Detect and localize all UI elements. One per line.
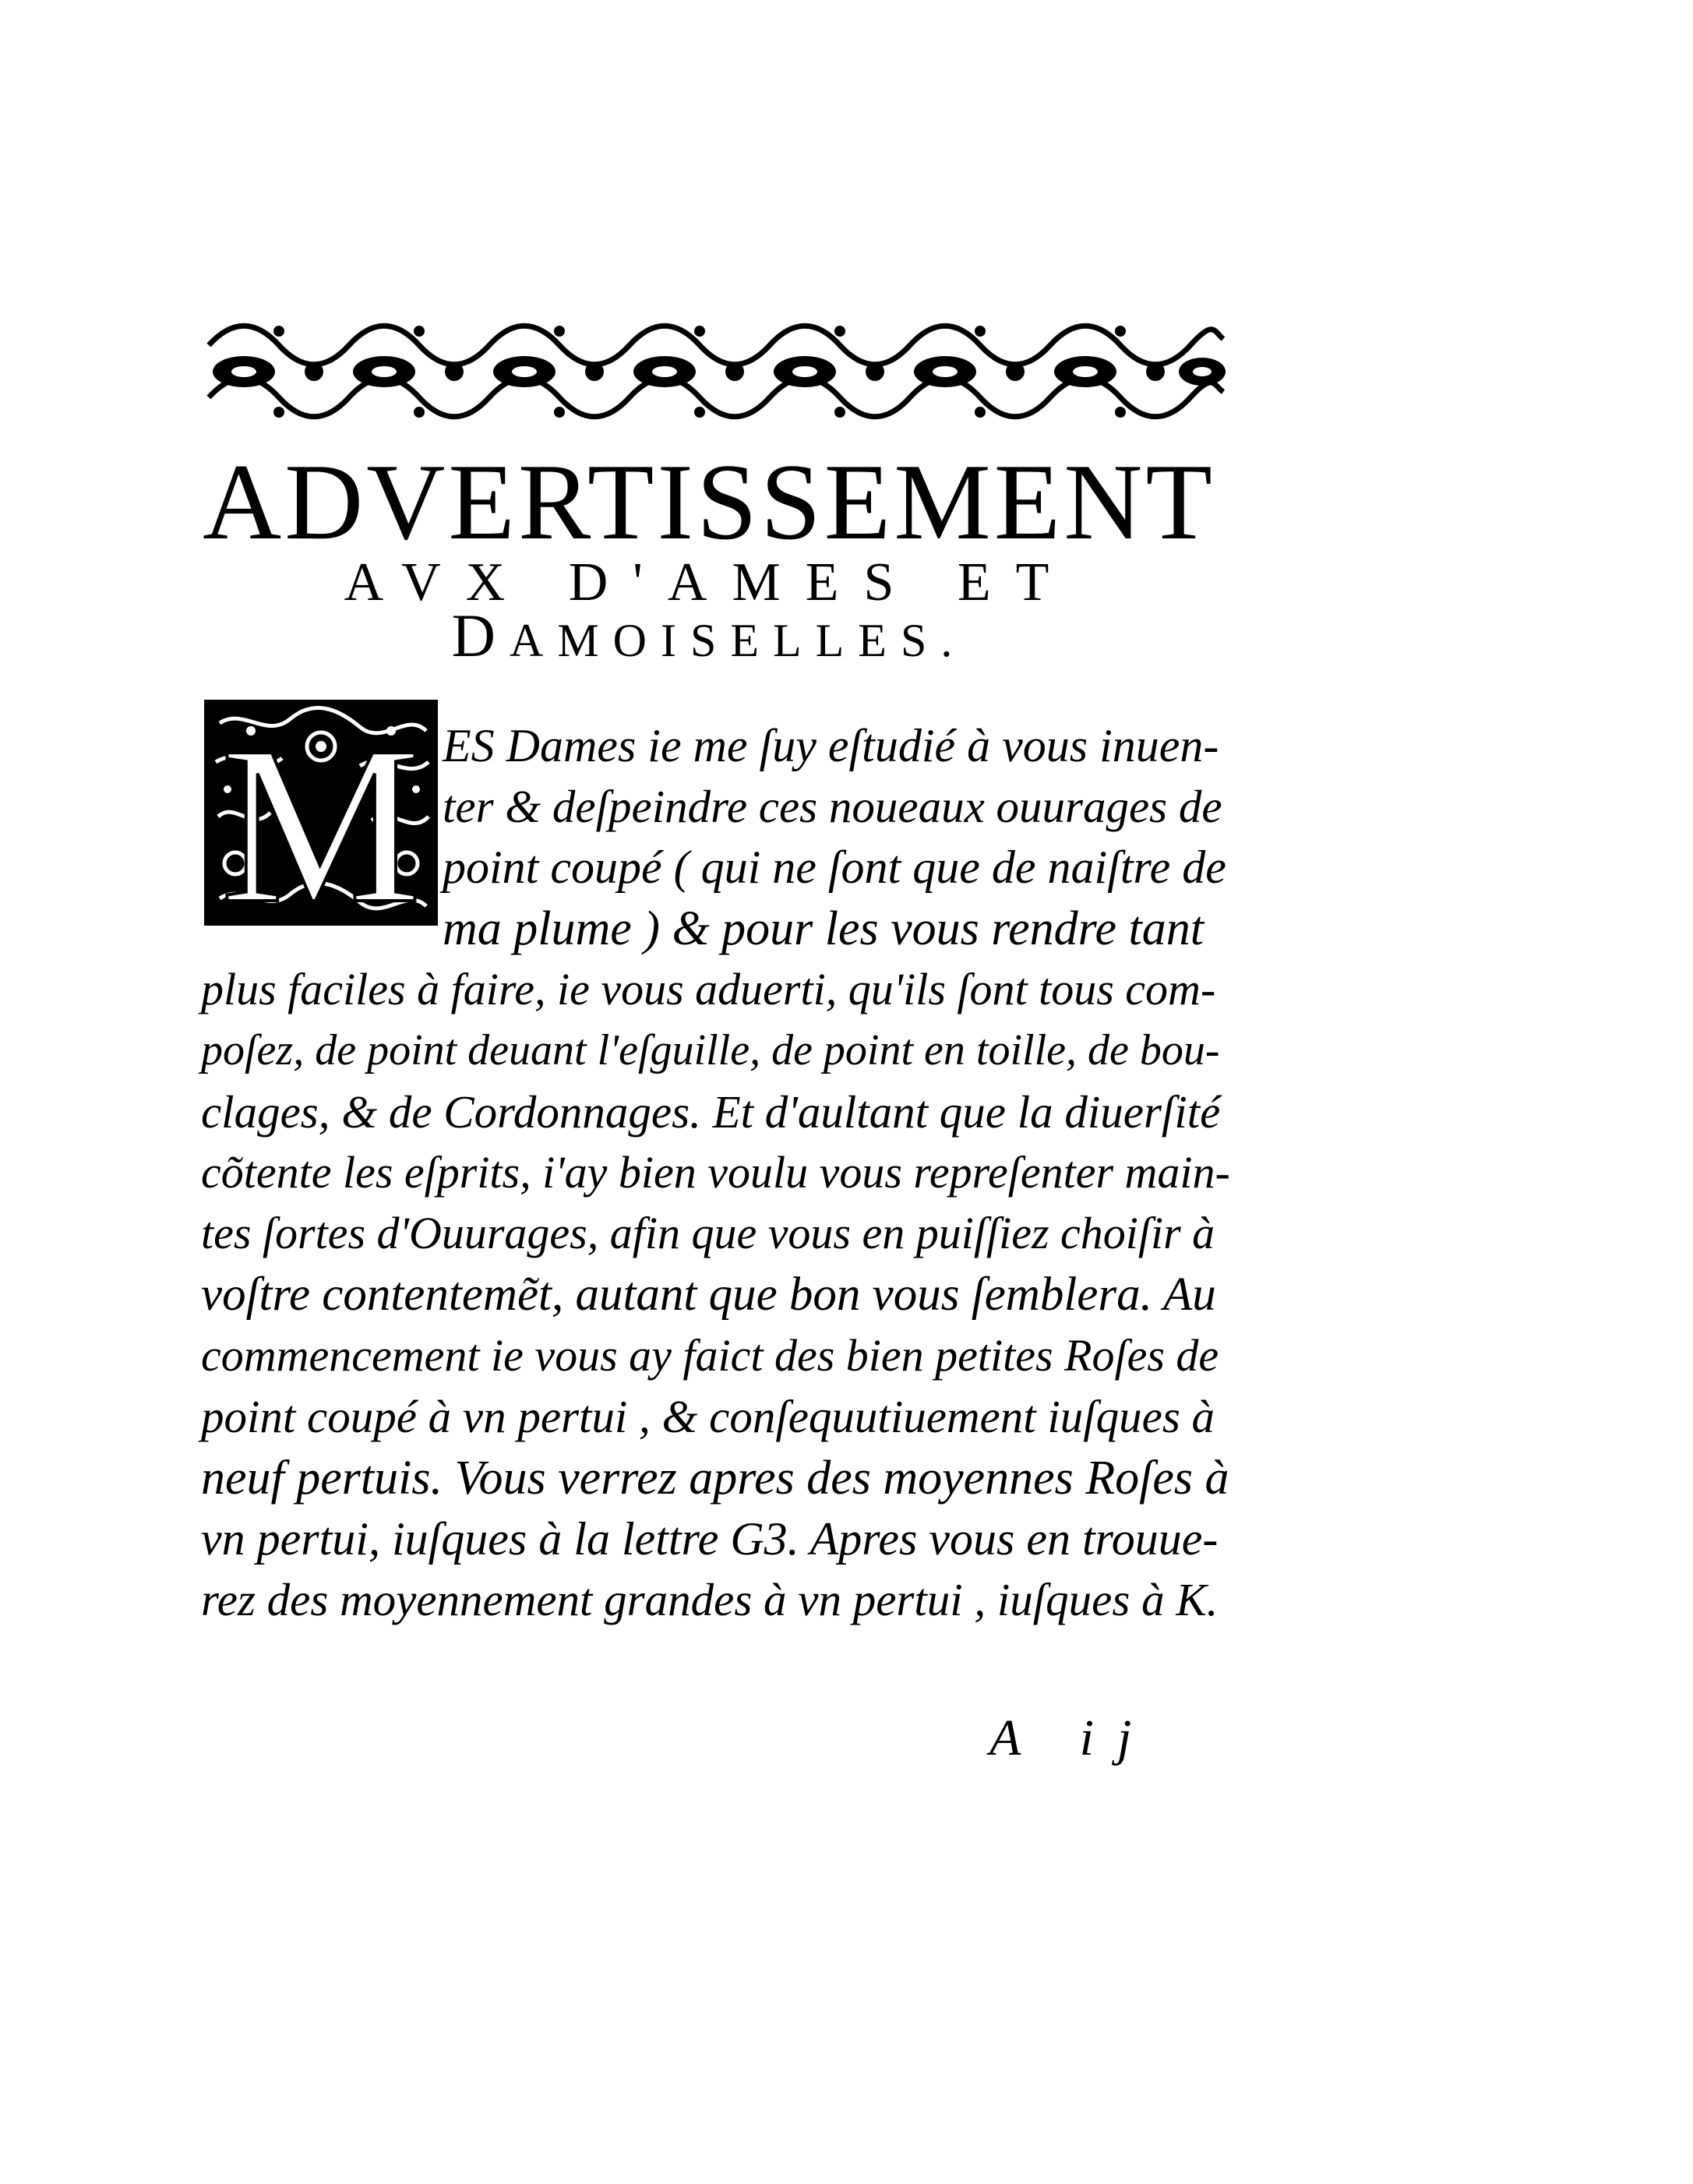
- dropcap-letter: M: [220, 700, 421, 926]
- text-line: voſtre contentemẽt, autant que bon vous ſemblera. Au: [201, 1268, 1216, 1321]
- headband-ornament: [201, 316, 1229, 425]
- text-line: cõtente les eſprits, i'ay bien voulu vous repreſenter main-: [201, 1147, 1230, 1198]
- text-line: commencement ie vous ay faict des bien petites Roſes de: [201, 1330, 1219, 1381]
- text-line: clages, & de Cordonnages. Et d'aultant que la diuerſité: [201, 1086, 1221, 1138]
- text-line: ES Dames ie me ſuy eſtudié à vous inuen-: [443, 720, 1219, 771]
- text-line: point coupé à vn pertui , & conſequutiuement iuſques à: [201, 1391, 1215, 1442]
- signature-mark: A ij: [989, 1709, 1155, 1766]
- text-line: rez des moyennement grandes à vn pertui , iuſques à K.: [201, 1574, 1219, 1625]
- text-line: ter & deſpeindre ces noueaux ouurages de: [443, 781, 1222, 832]
- decorated-initial-icon: [204, 700, 438, 926]
- headband-ornament-icon: [201, 316, 1229, 425]
- text-line: neuf pertuis. Vous verrez apres des moyennes Roſes à: [201, 1452, 1229, 1505]
- subtitle-rest: AMOISELLES.: [510, 615, 967, 666]
- text-line: point coupé ( qui ne ſont que de naiſtre de: [443, 841, 1226, 893]
- subtitle-line-2: [187, 602, 1231, 669]
- text-line: poſez, de point deuant l'eſguille, de point en toille, de bou-: [201, 1026, 1220, 1074]
- text-line: ma plume ) & pour les vous rendre tant: [443, 902, 1204, 955]
- text-line: vn pertui, iuſques à la lettre G3. Apres vous en trouue-: [201, 1513, 1219, 1565]
- dropcap-m: [204, 700, 438, 926]
- text-line: plus faciles à faire, ie vous aduerti, qu'ils ſont tous com-: [201, 964, 1216, 1014]
- subtitle-line-1: AVX D'AMES ET: [344, 552, 1074, 612]
- text-line: tes ſortes d'Ouurages, afin que vous en puiſſiez choiſir à: [201, 1208, 1215, 1258]
- subtitle-initial: D: [451, 602, 510, 669]
- page-title: ADVERTISSEMENT: [203, 442, 1215, 563]
